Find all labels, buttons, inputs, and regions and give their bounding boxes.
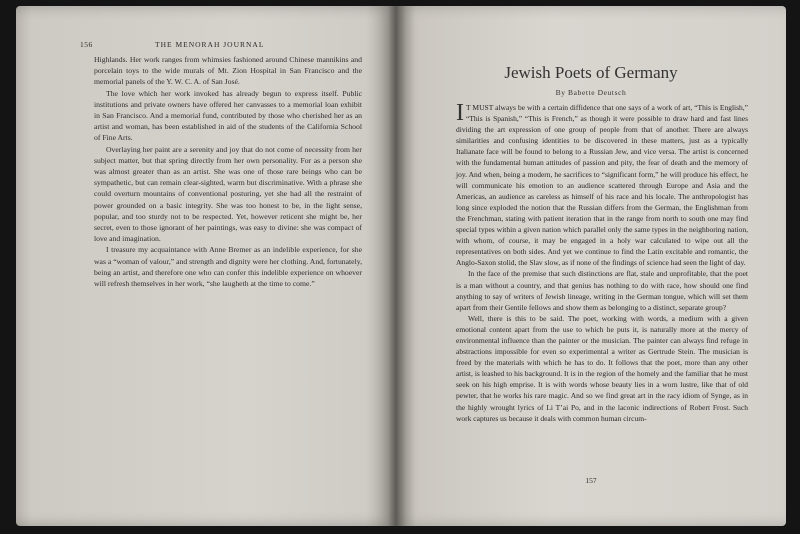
drop-cap: I: [456, 100, 464, 126]
paragraph: I treasure my acquaintance with Anne Bremer as an indelible experience, for she was a “woman of valour,” and strength and dignity were her clothing. And, fortunately, being an artist, and therefore one who can confer this indelible experience on whoever will refresh themselves in her work, “she laugheth at the time to come.”: [94, 245, 362, 289]
journal-title: THE MENORAH JOURNAL: [155, 40, 265, 49]
paragraph: Highlands. Her work ranges from whimsies fashioned around Chinese mannikins and porcelain toys to the wide murals of Mt. Zion Hospital in San Francisco and the memorial panels of the Y. W. C. A. of San José.: [94, 55, 362, 87]
book-gutter: [388, 6, 406, 526]
paragraph: Overlaying her paint are a serenity and joy that do not come of necessity from her subject matter, but that spring directly from her own personality. For as a person she was almost greater than as an artist. She was one of those rare beings who can be sympathetic, but can remain clear-sighted, warm but discriminative. With a phrase she could overturn mountains of conventional posturing, yet she had all the restraint of power grounded on a basic integrity. She was too honest to be, in the light sense, popular, and too sturdy not to be respected. Yet, however reticent she might be, her secret, even to those ignorant of her paintings, was easy to divine: she was compact of love and imagination.: [94, 144, 362, 244]
paragraph-text: T MUST always be with a certain diffidence that one says of a work of art, “This is English,” “This is Spanish,” “This is French,” as though it were possible to draw hard and fast lines dividing the art expression of one group of people from that of another. There are always similarities and confusing identities to be discovered in these matters, just as a typically Italianate face will be found to belong to a Russian Jew, and vice versa. The artist is concerned with the fundamental human attitudes of passion and pity, the fear of death and the memory of joy. And when, being a modern, he sacrifices to “significant form,” he will produce his effect, he will communicate his emotion to an audience scattered through Europe and Asia and the Americas, an audience as careless as himself of his race and his locale. The anthropologist has long since exploded the notion that the Russian differs from the German, the Englishman from the Frenchman, stating with patient iteration that in the range from north to south one may find special types within a given nation which parallel only the same types in the neighboring nation, with whom, of course, it may be engaged in a holy war calculated to wipe out all the representatives on both sides. And yet we continue to find the Latin excitable and romantic, the Anglo-Saxon stolid, the Slav slow, as if none of the findings of science had seen the light of day.: [456, 103, 748, 268]
paragraph: [456, 102, 748, 268]
paragraph: Well, there is this to be said. The poet, working with words, a medium with a given emotional content apart from the use to which he puts it, is naturally more at the mercy of environmental influence than the painter or the musician. The painter can always find refuge in abstractions impossible for even so experimental a writer as Gertrude Stein. The musician is freed by the materials with which he has to do. It follows that the poet, more than any other artist, is leashed to his background. It is in the region of the homely and the familiar that he must seek on his high emprise. It is with words whose beauty lies in a worn lustre, like that of old pewter, that he works his rare magic. And so we find great art in the racy idiom of Synge, as in the highly wrought lyrics of Li T’ai Po, and in the laconic indirections of Robert Frost. Such work captures us because it deals with common human circum-: [456, 313, 748, 423]
right-page: [396, 6, 786, 526]
left-page-body: [94, 54, 362, 289]
right-page-number: 157: [585, 476, 597, 485]
left-page: [16, 6, 396, 526]
paragraph: The love which her work invoked has already begun to express itself. Public institutions and private owners have offered her canvasses to a memorial loan exhibit in San Francisco. And a memorial fund, contributed by those who cherished her as an artist and woman, has been established in aid of the students of the California School of Fine Arts.: [94, 88, 362, 143]
open-book-spread: [16, 6, 786, 526]
article-title: Jewish Poets of Germany: [504, 63, 678, 82]
article-byline: By Babette Deutsch: [555, 88, 627, 97]
right-page-body: [456, 102, 748, 424]
paragraph: In the face of the premise that such distinctions are flat, stale and unprofitable, that the poet is a man without a country, and that genius has nothing to do with race, how should one find anything to say of writers of Jewish lineage, writing in the German tongue, which will set them apart from their Gentile fellows and show them as belonging to a distinct, separate group?: [456, 269, 748, 312]
left-page-number: 156: [80, 40, 93, 49]
